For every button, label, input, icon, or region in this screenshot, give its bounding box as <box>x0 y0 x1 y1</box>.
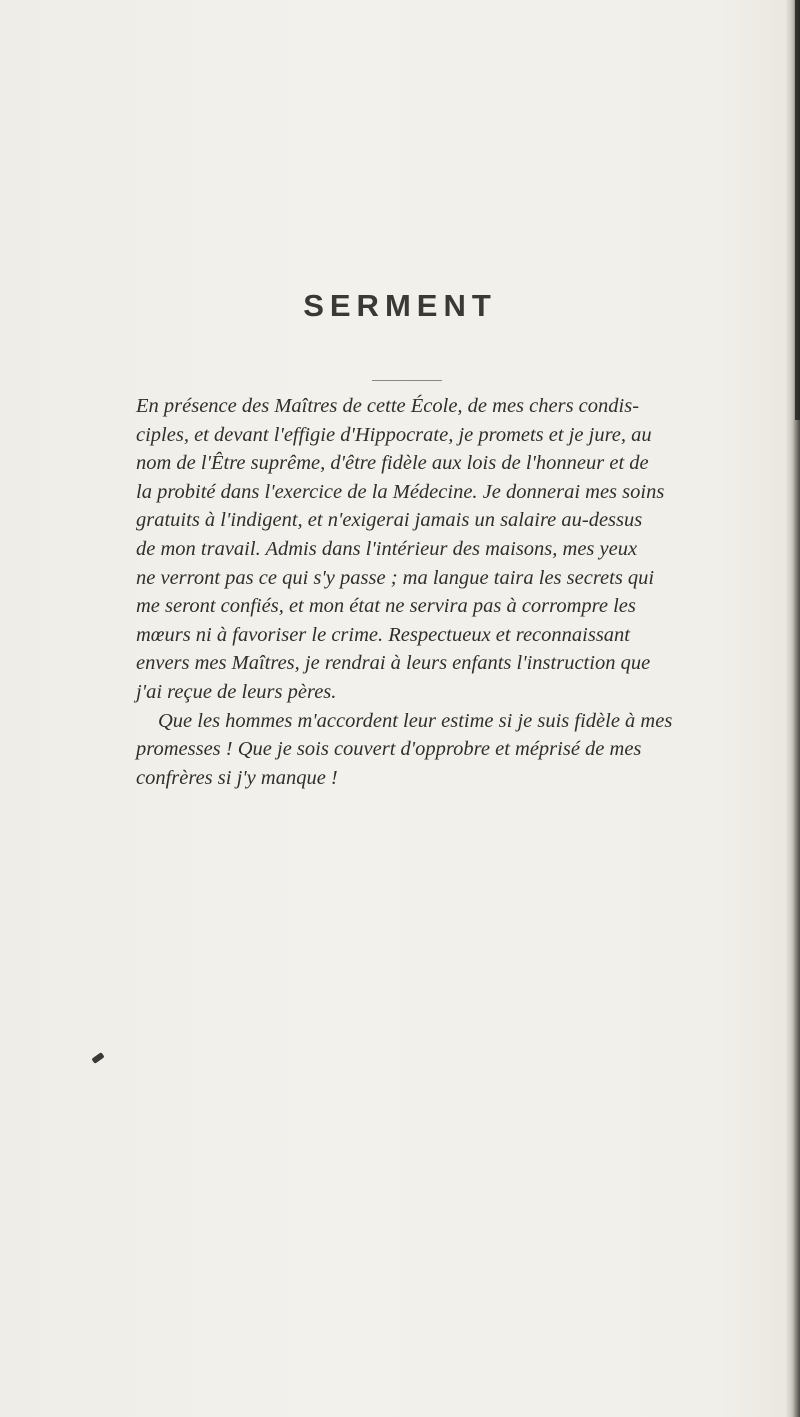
text-line: En présence des Maîtres de cette École, de mes chers condis- <box>136 395 640 417</box>
text-line: me seront confiés, et mon état ne servira pas à corrompre les <box>136 595 636 618</box>
ink-mark <box>91 1052 104 1064</box>
oath-text <box>136 392 776 792</box>
text-line: de mon travail. Admis dans l'intérieur des maisons, mes yeux <box>136 537 638 560</box>
page-title: SERMENT <box>303 288 497 323</box>
title-divider <box>372 380 442 381</box>
text-line: la probité dans l'exercice de la Médecine. Je donnerai mes soins <box>136 480 665 503</box>
text-line: confrères si j'y manque ! <box>136 766 338 789</box>
text-line: ciples, et devant l'effigie d'Hippocrate, je promets et je jure, au <box>136 423 652 446</box>
text-line: ne verront pas ce qui s'y passe ; ma langue taira les secrets qui <box>136 566 655 589</box>
text-line: Que les hommes m'accordent leur estime si je suis fidèle à mes <box>158 709 673 732</box>
text-line: mœurs ni à favoriser le crime. Respectueux et reconnaissant <box>136 623 630 646</box>
text-line: gratuits à l'indigent, et n'exigerai jamais un salaire au-dessus <box>136 509 643 532</box>
text-line: j'ai reçue de leurs pères. <box>136 680 337 703</box>
text-line: envers mes Maîtres, je rendrai à leurs enfants l'instruction que <box>136 652 651 675</box>
text-line: nom de l'Être suprême, d'être fidèle aux lois de l'honneur et de <box>136 452 649 475</box>
text-line: promesses ! Que je sois couvert d'opprobre et méprisé de mes <box>136 738 642 761</box>
page-edge-shadow <box>786 0 800 1417</box>
